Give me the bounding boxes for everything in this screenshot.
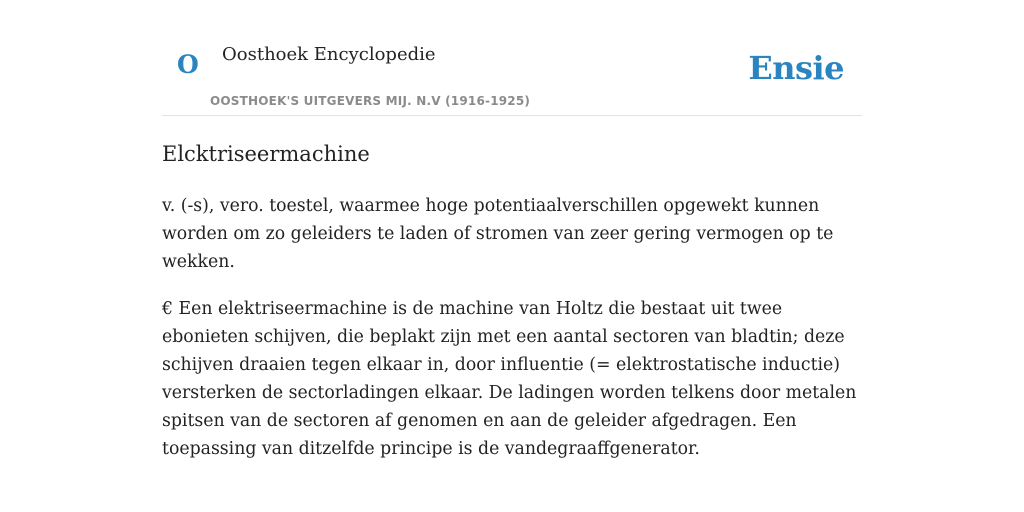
letter-badge[interactable]: O <box>177 50 199 79</box>
definition-paragraph: v. (-s), vero. toestel, waarmee hoge potentiaalverschillen opgewekt kunnen worden om zo geleiders te laden of stromen van zeer gering vermogen op te wekken. <box>162 196 834 272</box>
explanation-paragraph: € Een elektriseermachine is de machine van Holtz die bestaat uit twee ebonieten schijven, die beplakt zijn met een aantal sectoren van bladtin; deze schijven draaien tegen elkaar in, door influentie (= elektrostatische inductie) versterken de sectorladingen elkaar. De ladingen worden telkens door metalen spitsen van de sectoren af genomen en aan de geleider afgedragen. Een toepassing van ditzelfde principe is de vandegraaffgenerator. <box>162 299 857 459</box>
page-title: Elcktriseermachine <box>162 142 370 166</box>
entry-page <box>162 0 862 512</box>
publisher-label: OOSTHOEK'S UITGEVERS MIJ. N.V (1916-1925) <box>210 94 531 108</box>
header <box>162 0 862 116</box>
encyclopedia-title[interactable]: Oosthoek Encyclopedie <box>222 44 436 65</box>
brand-logo[interactable]: Ensie <box>748 49 844 87</box>
